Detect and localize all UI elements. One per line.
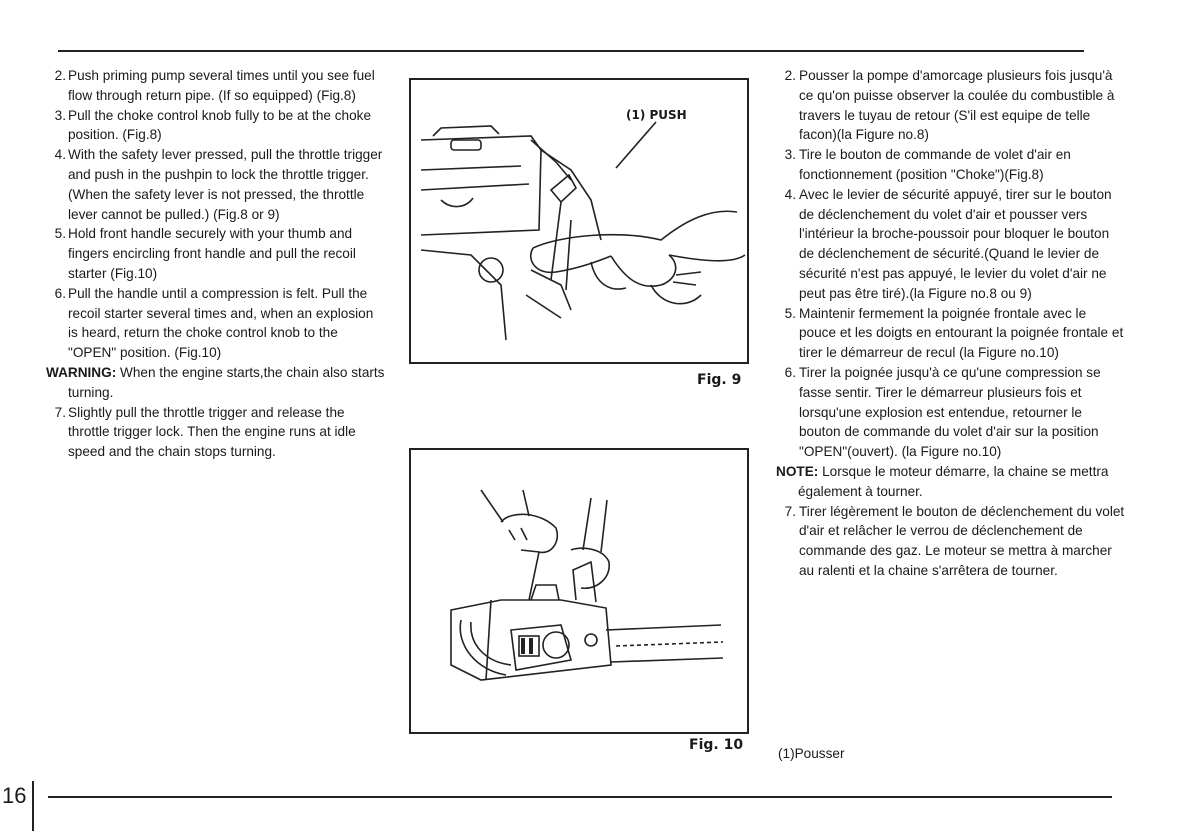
list-item — [776, 145, 1126, 185]
step-number: 6. — [54, 285, 66, 301]
list-item — [776, 304, 1126, 363]
step-number: 4. — [784, 186, 796, 202]
warning-label: WARNING: — [46, 364, 117, 380]
step-number: 6. — [784, 364, 796, 380]
list-item — [46, 403, 386, 462]
list-item — [776, 363, 1126, 462]
fig10-illustration — [411, 450, 747, 732]
list-item — [46, 224, 386, 283]
step-text: Maintenir fermement la poignée frontale avec le pouce et les doigts en entourant la poignée frontale et tirer le démarreur de recul (la Figure no.10) — [799, 305, 1124, 361]
fig10-image — [409, 448, 749, 734]
english-steps — [46, 66, 386, 363]
list-item — [776, 502, 1126, 581]
english-steps-cont — [46, 403, 386, 462]
step-number: 5. — [784, 305, 796, 321]
list-item — [46, 284, 386, 363]
step-number: 2. — [784, 68, 796, 83]
warning-note — [46, 363, 386, 403]
french-instructions — [776, 66, 1126, 581]
step-text: Tirer légèrement le bouton de déclenchement du volet d'air et relâcher le verrou de déclenchement de commande des gaz. Le moteur se mettra à marcher au ralenti et la chaine s'arrêtera de tourner. — [799, 503, 1125, 578]
bottom-rule — [48, 796, 1112, 798]
top-rule — [58, 50, 1084, 52]
french-steps-cont — [776, 502, 1126, 581]
warning-text: When the engine starts,the chain also starts turning. — [68, 364, 385, 400]
step-number: 7. — [54, 404, 66, 420]
fig9-label: Fig. 9 — [697, 372, 742, 388]
list-item — [776, 66, 1126, 145]
step-text: Pull the choke control knob fully to be at the choke position. (Fig.8) — [68, 107, 372, 143]
step-text: Hold front handle securely with your thumb and fingers encircling front handle and pull the recoil starter (Fig.10) — [68, 226, 356, 281]
fig9-illustration — [411, 80, 747, 362]
step-text: Tire le bouton de commande de volet d'air en fonctionnement (position "Choke")(Fig.8) — [799, 147, 1071, 182]
step-number: 5. — [54, 226, 66, 242]
footnote: (1)Pousser — [778, 746, 845, 761]
step-text: With the safety lever pressed, pull the throttle trigger and push in the pushpin to lock the throttle trigger. (When the safety lever is not pressed, the throttle lever cannot be pulled.) (Fig.8 or 9) — [68, 147, 383, 222]
list-item — [776, 185, 1126, 304]
step-text: Avec le levier de sécurité appuyé, tirer sur le bouton de déclenchement du volet d'air et pousser vers l'intérieur la broche-poussoir pour bloquer le bouton de déclenchement de sécurité.(Quand le levier de sécurité n'est pas appuyé, le levier du volet d'air ne peut pas être tiré).(la Figure no.8 ou 9) — [799, 186, 1112, 301]
list-item — [46, 145, 386, 224]
note-text: Lorsque le moteur démarre, la chaine se mettra également à tourner. — [798, 463, 1109, 499]
step-text: Push priming pump several times until you see fuel flow through return pipe. (If so equipped) (Fig.8) — [68, 68, 375, 103]
fig9-callout: (1) PUSH — [626, 108, 687, 122]
fig10-label: Fig. 10 — [689, 737, 744, 753]
page-number: 16 — [0, 781, 34, 831]
step-text: Pousser la pompe d'amorcage plusieurs fois jusqu'à ce qu'on puisse observer la coulée du combustible à travers le tuyau de retour (S'il est equipe de telle facon)(la Figure no.8) — [799, 68, 1115, 143]
step-text: Pull the handle until a compression is felt. Pull the recoil starter several times and, when an explosion is heard, return the choke control knob to the "OPEN" position. (Fig.10) — [68, 285, 374, 361]
list-item — [46, 106, 386, 146]
french-steps — [776, 66, 1126, 462]
step-text: Tirer la poignée jusqu'à ce qu'une compression se fasse sentir. Tirer le démarreur plusieurs fois et lorsqu'une explosion est entendue, retourner le bouton de commande du volet d'air sur la position "OPEN"(ouvert). (la Figure no.10) — [799, 364, 1101, 460]
step-text: Slightly pull the throttle trigger and release the throttle trigger lock. Then the engine runs at idle speed and the chain stops turning. — [68, 404, 356, 460]
english-instructions — [46, 66, 386, 462]
step-number: 3. — [54, 107, 66, 123]
step-number: 3. — [784, 147, 796, 163]
step-number: 7. — [784, 503, 796, 519]
step-number: 4. — [54, 147, 66, 163]
note-block — [776, 462, 1126, 502]
list-item — [46, 66, 386, 106]
step-number: 2. — [54, 68, 66, 83]
note-label: NOTE: — [776, 463, 819, 479]
fig9-image — [409, 78, 749, 364]
